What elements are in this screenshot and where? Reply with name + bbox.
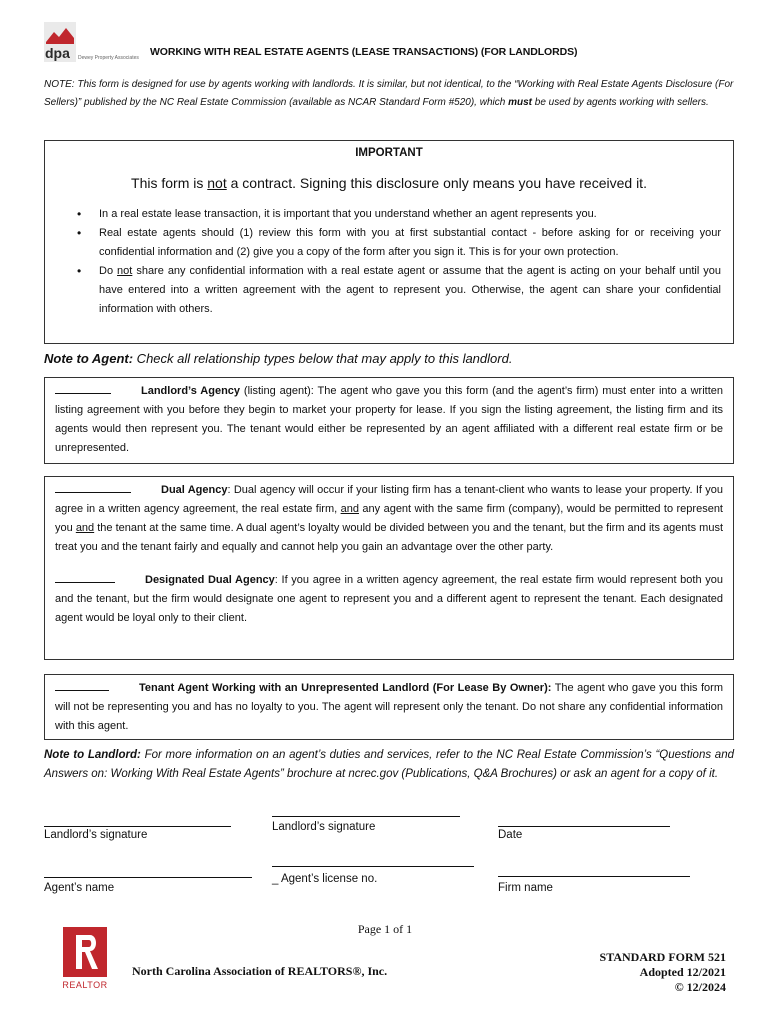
dpa-logo [44, 22, 76, 62]
page-number: Page 1 of 1 [357, 922, 413, 936]
agent-name-line[interactable] [44, 877, 252, 878]
landlord-signature-label-2: Landlord’s signature [272, 821, 376, 833]
copyright: © 12/2024 [674, 980, 726, 994]
logo-subtext: Dewey Property Associates [78, 55, 139, 61]
landlord-signature-label-1: Landlord’s signature [44, 829, 148, 841]
landlord-agency-box: Landlord’s Agency (listing agent): The agent who gave you this form (and the agent’s firm) must enter into a written listing agreement with you before they begin to market your property for lease. If you sign the listing agreement, the listing firm and its agents would then represent you. The tenant would either be represented by an agent affiliated with a different real estate firm or be unrepresented. [44, 377, 734, 464]
standard-form-block [600, 950, 726, 995]
designated-dual-paragraph: Designated Dual Agency: If you agree in a written agency agreement, the real estate firm would represent both you and the tenant, but the firm would designate one agent to represent you and a different agent to represent the tenant. Each designated agent would be loyal only to their client. [55, 574, 723, 624]
important-box [44, 140, 734, 344]
tenant-agent-box: Tenant Agent Working with an Unrepresented Landlord (For Lease By Owner): The agent who gave you this form will not be representing you and has no loyalty to you. The agent will represent only the tenant. Do not share any confidential information with this agent. [44, 674, 734, 740]
note-to-agent: Note to Agent: Check all relationship types below that may apply to this landlord. [44, 351, 513, 366]
firm-name-line[interactable] [498, 876, 690, 877]
important-bullet: • Real estate agents should (1) review this form with you at first substantial contact - before asking for or receiving your confidential information and (2) give you a copy of the form after you sign it. This is for your own protection. [77, 224, 721, 262]
dual-agency-box [44, 476, 734, 660]
dual-agency-paragraph: Dual Agency: Dual agency will occur if your listing firm has a tenant-client who wants to lease your property. If you agree in a written agency agreement, the real estate firm, and any agent with the same firm (company), would be permitted to represent you and the tenant at the same time. A dual agent’s loyalty would be divided between you and the tenant, but the firm and its agents must treat you and the tenant fairly and equally and cannot help you gain an advantage over the other party. [55, 484, 723, 553]
agent-license-line[interactable] [272, 866, 474, 867]
svg-text:REALTOR: REALTOR [62, 980, 108, 990]
association-name: North Carolina Association of REALTORS®, Inc. [132, 964, 388, 978]
landlord-signature-line-1[interactable] [44, 826, 231, 827]
tenant-agent-check-blank[interactable] [55, 680, 109, 691]
date-label: Date [498, 829, 523, 841]
important-list [77, 205, 721, 319]
dual-agency-check-blank[interactable] [55, 482, 131, 493]
important-bullet: • In a real estate lease transaction, it is important that you understand whether an agent represents you. [77, 205, 721, 224]
landlord-signature-line-2[interactable] [272, 816, 460, 817]
form-title: WORKING WITH REAL ESTATE AGENTS (LEASE TRANSACTIONS) (FOR LANDLORDS) [150, 46, 578, 58]
important-bullet: • Do not share any confidential information with a real estate agent or assume that the agent is acting on your behalf until you have entered into a written agreement with the agent to represent you. Otherwise, the agent can share your confidential information with others. [77, 262, 721, 319]
important-subtitle: This form is not a contract. Signing this disclosure only means you have received it. [131, 175, 647, 191]
landlord-agency-check-blank[interactable] [55, 383, 111, 394]
realtor-logo [60, 925, 110, 991]
firm-name-label: Firm name [498, 882, 553, 894]
agent-name-label: Agent’s name [44, 882, 115, 894]
important-title: IMPORTANT [355, 147, 423, 159]
svg-text:dpa: dpa [45, 45, 70, 61]
top-note: NOTE: This form is designed for use by agents working with landlords. It is similar, but not identical, to the “Working with Real Estate Agents Disclosure (For Sellers)” published by the NC Real Estate Commission (available as NCAR Standard Form #520), which must be used by agents working with sellers. [44, 79, 734, 108]
agent-license-label: _ Agent’s license no. [272, 873, 378, 885]
note-to-landlord: Note to Landlord: For more information on an agent’s duties and services, refer to the NC Real Estate Commission’s “Questions and Answers on: Working With Real Estate Agents” brochure at ncrec.gov (Publications, Q&A Brochures) or ask an agent for a copy of it. [44, 749, 734, 780]
date-line[interactable] [498, 826, 670, 827]
designated-dual-check-blank[interactable] [55, 572, 115, 583]
form-number: STANDARD FORM 521 [599, 950, 726, 964]
adopted-date: Adopted 12/2021 [639, 965, 726, 979]
